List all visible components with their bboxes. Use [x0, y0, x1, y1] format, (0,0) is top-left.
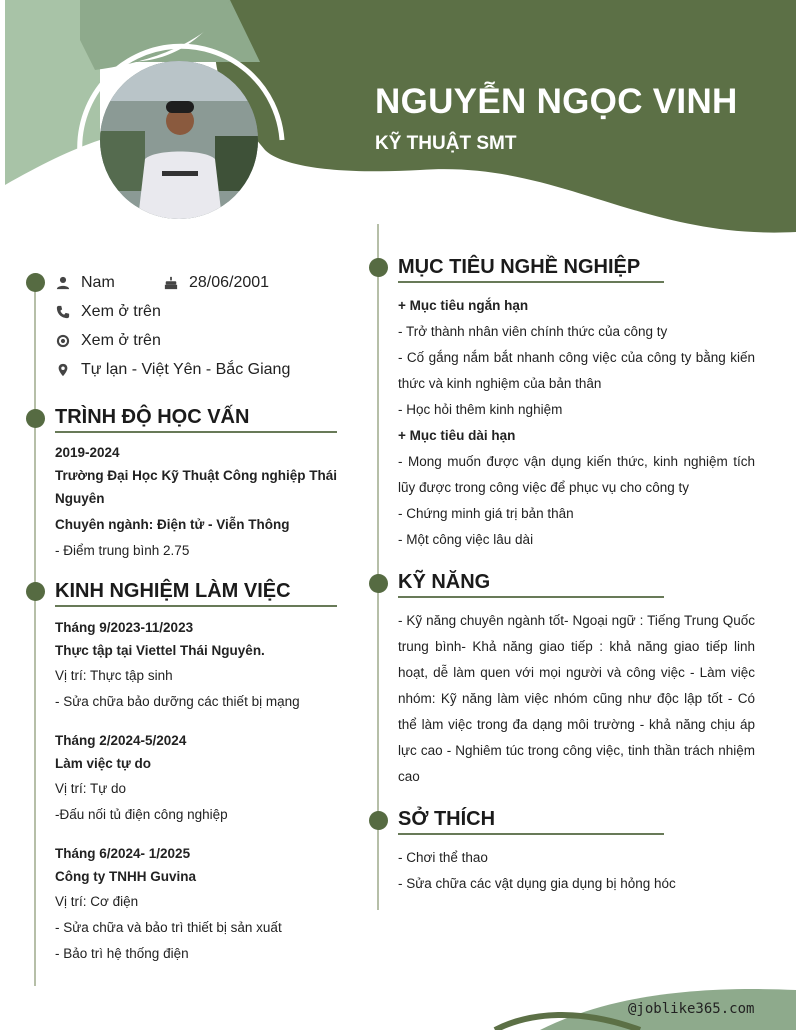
skills-text: - Kỹ năng chuyên ngành tốt- Ngoại ngữ : Tiếng Trung Quốc trung bình- Khả năng giao tiếp : khả năng giao tiếp linh hoạt, dễ làm quen với mọi người và công việc - Làm việc nhóm: Kỹ năng làm việc nhóm cũng như độc lập tốt - Có thể làm việc trong đa dạng môi trường - khả năng chịu áp lực cao - Nghiêm túc trong công việc, tinh thần trách nhiệm cao: [398, 613, 755, 784]
hobby-line: - Chơi thể thao: [398, 850, 488, 865]
education-gpa: - Điểm trung bình 2.75: [55, 543, 190, 558]
objective-dot: [369, 258, 388, 277]
education-title: TRÌNH ĐỘ HỌC VẤN: [55, 406, 337, 433]
long-term-title: + Mục tiêu dài hạn: [398, 428, 516, 443]
location-icon: [55, 362, 71, 378]
full-name: NGUYỄN NGỌC VINH: [375, 82, 738, 121]
footer-link[interactable]: @joblike365.com: [628, 1001, 755, 1017]
short-term-title: + Mục tiêu ngắn hạn: [398, 298, 529, 313]
experience-company: Công ty TNHH Guvina: [55, 869, 196, 884]
avatar-image: [100, 61, 258, 219]
gender-value: Nam: [81, 274, 115, 291]
education-school: Trường Đại Học Kỹ Thuật Công nghiệp Thái Nguyên: [55, 468, 337, 506]
education-period: 2019-2024: [55, 445, 120, 460]
at-icon: [55, 333, 71, 349]
objective-line: - Học hỏi thêm kinh nghiệm: [398, 402, 563, 417]
education-dot: [26, 409, 45, 428]
avatar: [100, 61, 258, 219]
experience-company: Làm việc tự do: [55, 756, 152, 771]
skills-title: KỸ NĂNG: [398, 571, 664, 598]
left-timeline-line: [34, 283, 36, 986]
experience-line: Vị trí: Cơ điện: [55, 894, 139, 909]
contact-dot: [26, 273, 45, 292]
birthday-value: 28/06/2001: [189, 274, 270, 291]
objective-title: MỤC TIÊU NGHỀ NGHIỆP: [398, 256, 664, 283]
experience-line: -Đấu nối tủ điện công nghiệp: [55, 807, 228, 822]
phone-value: Xem ở trên: [81, 303, 161, 320]
address-value: Tự lạn - Việt Yên - Bắc Giang: [81, 361, 291, 378]
experience-line: - Sửa chữa và bảo trì thiết bị sản xuất: [55, 920, 282, 935]
hobbies-title: SỞ THÍCH: [398, 808, 664, 835]
objective-line: - Chứng minh giá trị bản thân: [398, 506, 574, 521]
objective-line: - Trở thành nhân viên chính thức của công ty: [398, 324, 668, 339]
experience-line: Vị trí: Tự do: [55, 781, 127, 796]
gender-row: [55, 274, 115, 292]
phone-row: [55, 303, 161, 321]
experience-period: Tháng 9/2023-11/2023: [55, 620, 194, 635]
email-value: Xem ở trên: [81, 332, 161, 349]
skills-dot: [369, 574, 388, 593]
experience-title: KINH NGHIỆM LÀM VIỆC: [55, 580, 337, 607]
experience-period: Tháng 2/2024-5/2024: [55, 733, 187, 748]
experience-company: Thực tập tại Viettel Thái Nguyên.: [55, 643, 265, 658]
education-major: Chuyên ngành: Điện tử - Viễn Thông: [55, 517, 290, 532]
birthday-row: [163, 274, 269, 292]
right-timeline-line: [377, 224, 379, 910]
hobby-line: - Sửa chữa các vật dụng gia dụng bị hỏng hóc: [398, 876, 676, 891]
objective-line: - Một công việc lâu dài: [398, 532, 534, 547]
experience-line: - Bảo trì hệ thống điện: [55, 946, 189, 961]
phone-icon: [55, 304, 71, 320]
person-icon: [55, 275, 71, 291]
email-row: [55, 332, 161, 350]
experience-period: Tháng 6/2024- 1/2025: [55, 846, 191, 861]
objective-line: - Mong muốn được vận dụng kiến thức, kinh nghiệm tích lũy được trong công việc để phục vụ cho công ty: [398, 454, 755, 495]
objective-line: - Cố gắng nắm bắt nhanh công việc của công ty bằng kiến thức và kinh nghiệm của bản thân: [398, 350, 755, 391]
job-title: KỸ THUẬT SMT: [375, 133, 517, 154]
address-row: [55, 361, 290, 379]
experience-dot: [26, 582, 45, 601]
hobbies-dot: [369, 811, 388, 830]
experience-line: Vị trí: Thực tập sinh: [55, 668, 173, 683]
experience-line: - Sửa chữa bảo dưỡng các thiết bị mạng: [55, 694, 300, 709]
cake-icon: [163, 275, 179, 291]
